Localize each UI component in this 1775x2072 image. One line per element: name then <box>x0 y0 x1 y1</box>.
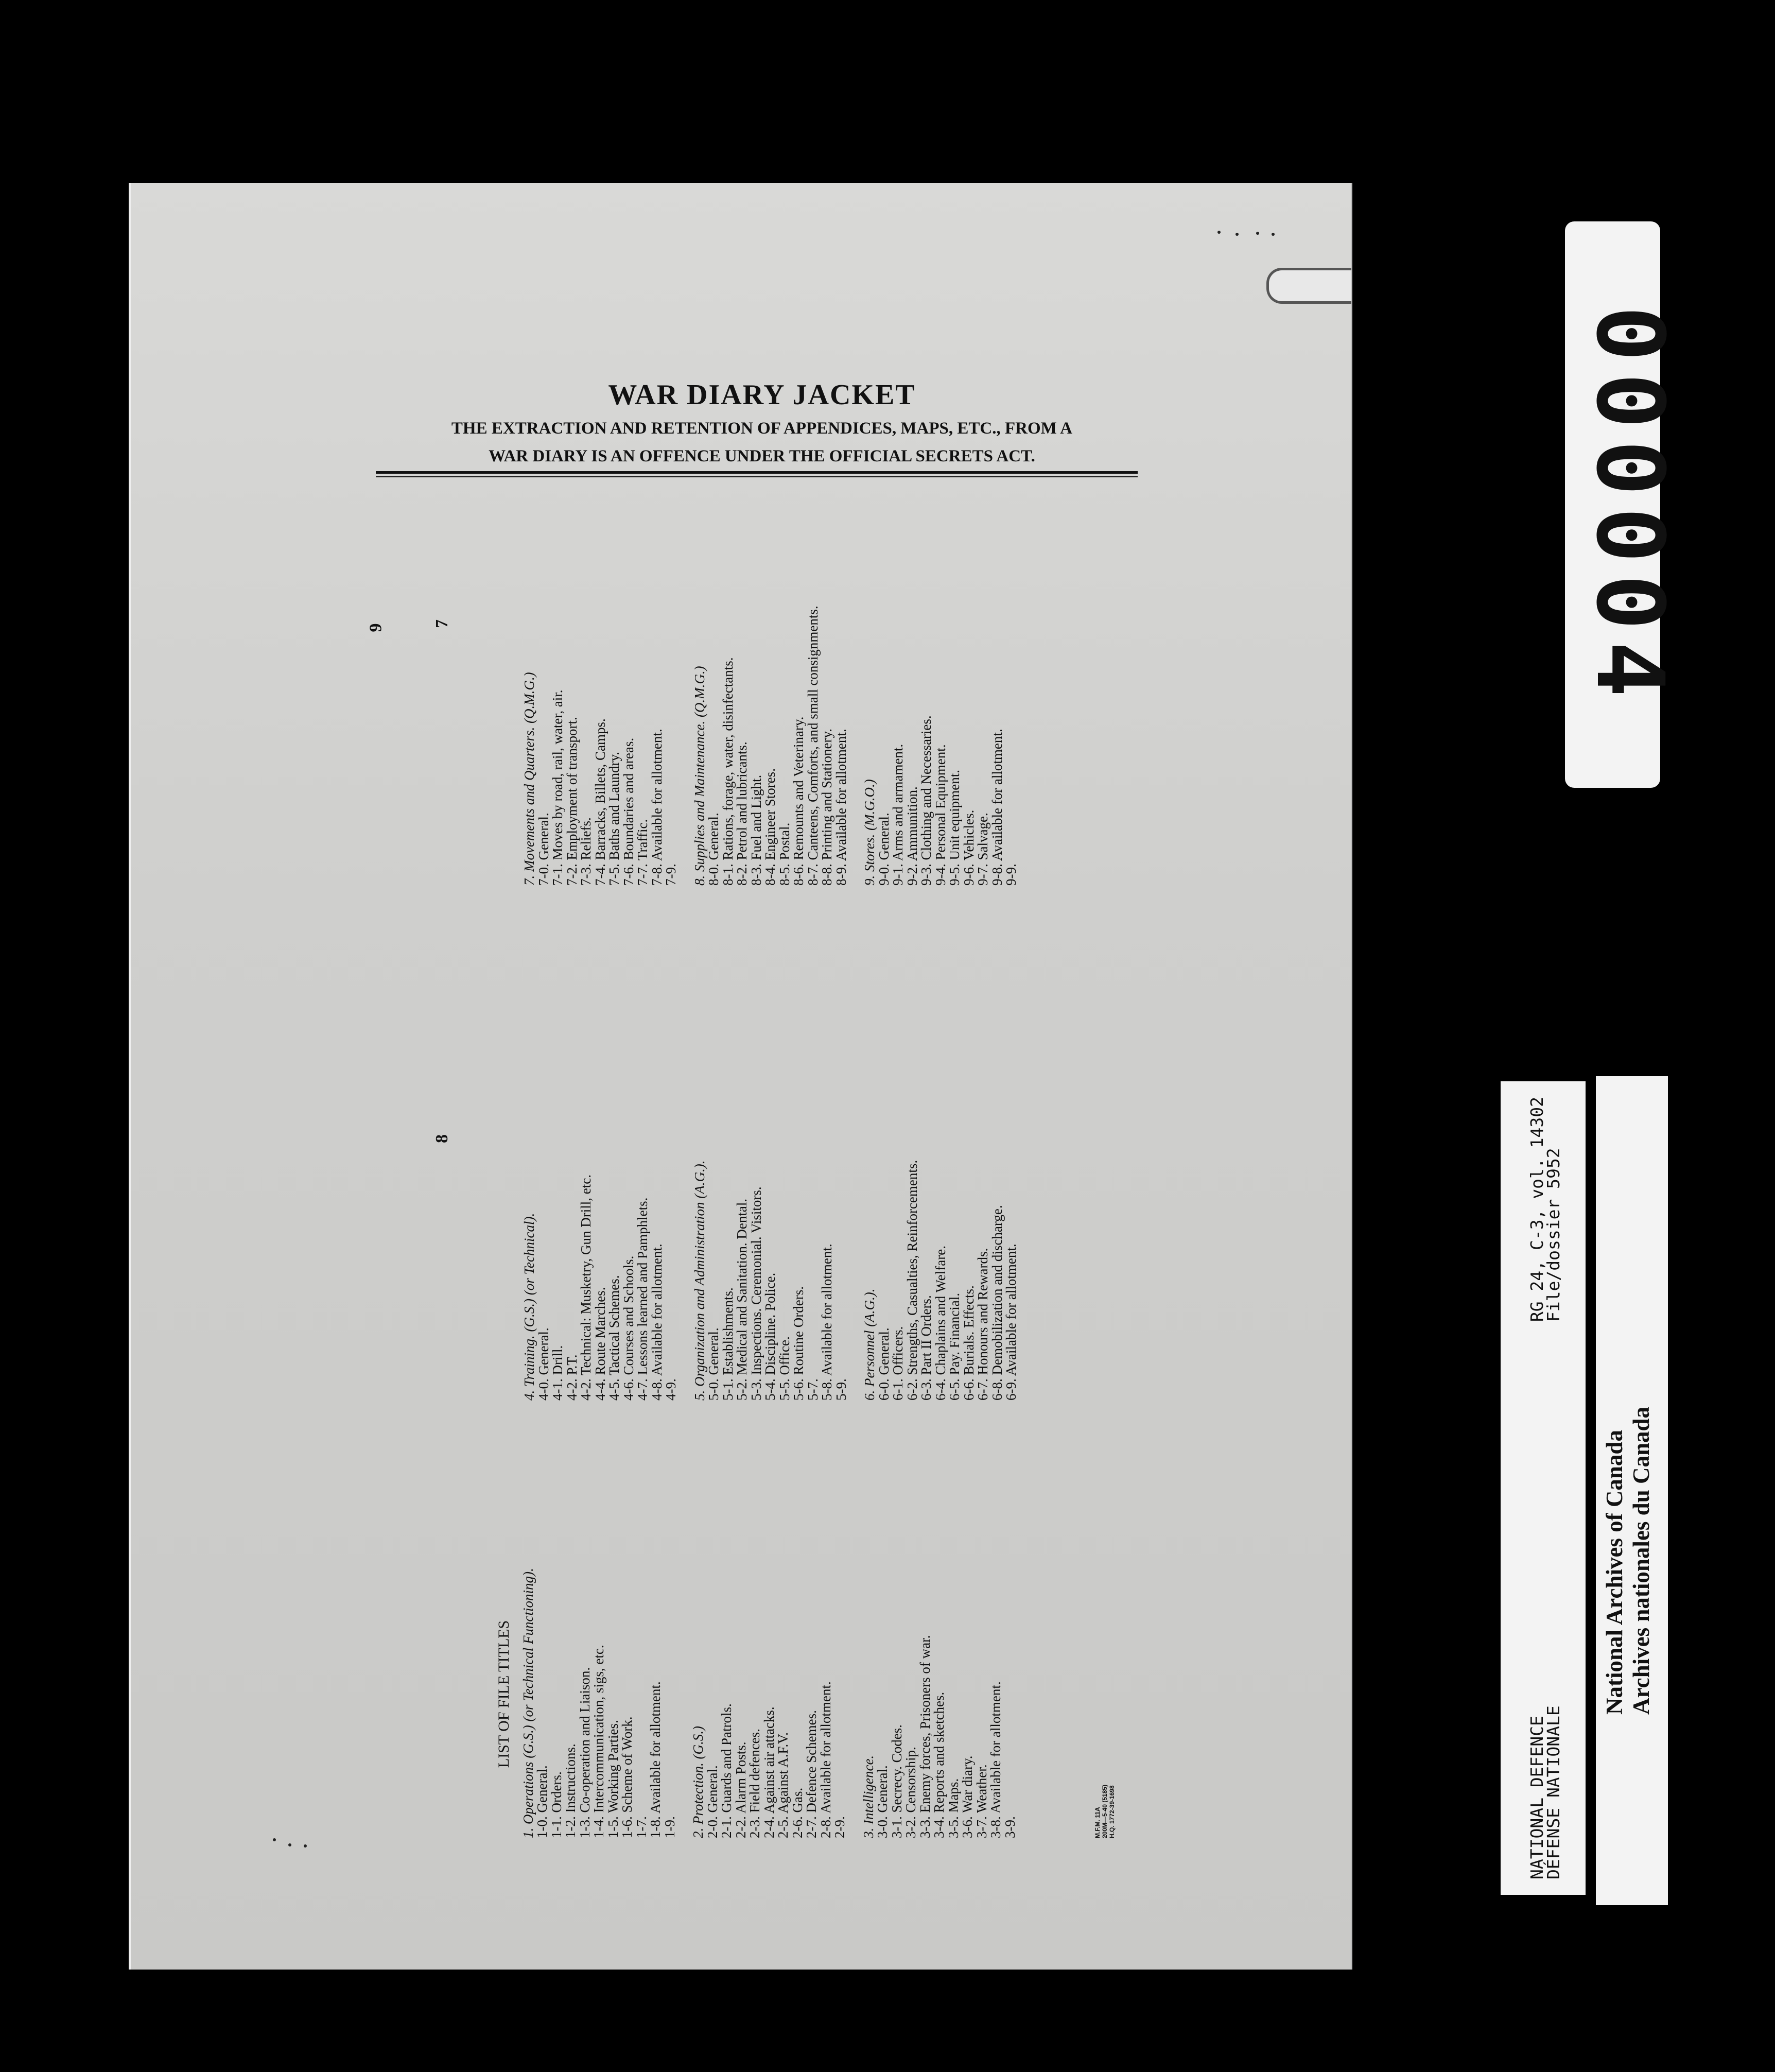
punch-mark <box>1256 232 1259 235</box>
list-item: 8-6. Remounts and Veterinary. <box>791 716 806 886</box>
list-item: 8-2. Petrol and lubricants. <box>734 741 750 886</box>
list-item: 1-8. Available for allotment. <box>648 1681 663 1838</box>
list-item: 9-2. Ammunition. <box>904 786 920 886</box>
section-heading: 2. Protection. (G.S.) <box>690 1726 706 1838</box>
list-item: 3-9. <box>1002 1816 1018 1838</box>
list-item: 6-4. Chaplains and Welfare. <box>932 1246 948 1401</box>
section-heading: 8. Supplies and Maintenance. (Q.M.G.) <box>691 666 707 886</box>
list-item: 1-7. <box>633 1816 649 1838</box>
list-item: 1-9. <box>662 1816 677 1838</box>
warning-line-1: THE EXTRACTION AND RETENTION OF APPENDICES, MAPS, ETC., FROM A <box>451 419 1073 438</box>
section-heading: 5. Organization and Administration (A.G.). <box>691 1160 707 1401</box>
file-titles-column-7 <box>495 1426 1116 1838</box>
list-item: 1-2. Instructions. <box>563 1743 578 1838</box>
list-item: 6-0. General. <box>876 1327 892 1401</box>
list-item: 2-0. General. <box>704 1765 720 1838</box>
paper-clip <box>1266 268 1351 304</box>
list-item: 4-7. Lessons learned and Pamphlets. <box>635 1197 650 1401</box>
list-item: 4-1. Drill. <box>550 1345 565 1401</box>
list-item: 8-3. Fuel and Light. <box>748 774 764 886</box>
column-number-8: 8 <box>432 1134 451 1143</box>
section-heading: 9. Stores. (M.G.O.) <box>862 779 877 886</box>
list-item: 9-0. General. <box>876 813 892 886</box>
column-number-7: 7 <box>432 619 451 628</box>
list-item: 8-0. General. <box>706 813 721 886</box>
jacket-header <box>360 378 1163 467</box>
list-item: 2-4. Against air attacks. <box>761 1706 777 1838</box>
list-item: 3-8. Available for allotment. <box>988 1681 1003 1838</box>
section-heading: 6. Personnel (A.G.). <box>862 1288 877 1401</box>
list-title: LIST OF FILE TITLES <box>495 1620 512 1768</box>
list-item: 5-8. Available for allotment. <box>819 1244 834 1401</box>
list-item: 9-8. Available for allotment. <box>989 729 1005 886</box>
list-item: 8-4. Engineer Stores. <box>762 768 778 886</box>
list-item: 7-5. Baths and Laundry. <box>606 752 622 886</box>
list-item: 5-7. <box>805 1378 821 1401</box>
list-item: 2-6. Gas. <box>789 1787 805 1838</box>
section-heading: 1. Operations (G.S.) (or Technical Functioning). <box>520 1568 536 1838</box>
reel-number: 000004 <box>1576 305 1683 709</box>
list-item: 6-3. Part II Orders. <box>918 1295 934 1401</box>
list-item: 5-3. Inspections. Ceremonial. Visitors. <box>748 1186 764 1401</box>
list-item: 3-0. General. <box>875 1765 890 1838</box>
list-item: 2-3. Field defences. <box>747 1729 762 1838</box>
punch-mark <box>273 1838 276 1841</box>
list-item: 8-7. Canteens, Comforts, and small consignments. <box>805 606 821 886</box>
list-item: 4-8. Available for allotment. <box>649 1244 665 1401</box>
archives-name-fr: Archives nationales du Canada <box>1628 1406 1654 1715</box>
list-item: 5-0. General. <box>706 1327 721 1401</box>
file-titles-column-8 <box>523 989 1019 1401</box>
list-item: 1-4. Intercommunication, sigs, etc. <box>591 1645 606 1838</box>
list-item: 2-8. Available for allotment. <box>817 1681 833 1838</box>
list-item: 6-2. Strengths, Casualties, Reinforcements. <box>904 1160 920 1401</box>
file-titles-column-9 <box>523 474 1019 886</box>
list-item: 7-4. Barracks, Billets, Camps. <box>592 718 608 886</box>
list-item: 6-1. Officers. <box>890 1326 906 1401</box>
reference-line-1: RG 24, C-3, vol. 14302 <box>1527 1097 1547 1322</box>
form-reference: M.F.M. 11A 200M—5-40 (5185) H.Q. 1772-39-1698 <box>1094 1784 1116 1838</box>
list-item: 2-9. <box>832 1816 847 1838</box>
list-item: 7-3. Reliefs. <box>578 817 594 886</box>
list-item: 7-1. Moves by road, rail, water, air. <box>550 689 565 886</box>
list-item: 3-1. Secrecy. Codes. <box>889 1724 904 1838</box>
list-item: 9-3. Clothing and Necessaries. <box>918 715 934 886</box>
list-item: 6-8. Demobilization and discharge. <box>989 1205 1005 1401</box>
list-item: 9-5. Unit equipment. <box>947 770 962 886</box>
list-item: 8-8. Printing and Stationery. <box>819 729 834 886</box>
list-item: 6-6. Burials. Effects. <box>961 1285 977 1401</box>
list-item: 9-7. Salvage. <box>975 813 990 886</box>
list-item: 5-9. <box>833 1378 849 1401</box>
list-item: 4-2. P.T. <box>564 1354 580 1401</box>
list-item: 5-5. Office. <box>776 1336 792 1401</box>
list-item: 5-4. Discipline. Police. <box>762 1272 778 1401</box>
list-item: 7-0. General. <box>535 813 551 886</box>
list-item: 2-5. Against A.F.V. <box>775 1732 791 1838</box>
list-item: 1-0. General. <box>534 1765 550 1838</box>
department-block <box>1529 1705 1591 1879</box>
list-item: 8-9. Available for allotment. <box>833 729 849 886</box>
list-item: 2-1. Guards and Patrols. <box>719 1703 734 1838</box>
list-item: 4-4. Route Marches. <box>592 1287 608 1401</box>
file-titles-block <box>432 551 1116 1838</box>
list-item: 8-1. Rations, forage, water, disinfectants. <box>720 657 736 886</box>
list-item: 1-3. Co-operation and Liaison. <box>577 1667 593 1838</box>
list-item: 7-6. Boundaries and areas. <box>620 737 636 886</box>
jacket-title: WAR DIARY JACKET <box>608 379 916 411</box>
list-item: 6-7. Honours and Rewards. <box>975 1248 990 1401</box>
reference-text <box>1529 1097 1591 1879</box>
section-heading: 4. Training. (G.S.) (or Technical). <box>521 1213 537 1401</box>
archives-name-en: National Archives of Canada <box>1602 1430 1627 1715</box>
list-item: 6-5. Pay. Financial. <box>947 1293 962 1401</box>
department-en: NATIONAL DEFENCE <box>1527 1716 1547 1879</box>
list-item: 6-9. Available for allotment. <box>1003 1244 1019 1401</box>
list-item: 3-5. Maps. <box>945 1778 961 1838</box>
list-item: 7-8. Available for allotment. <box>649 729 665 886</box>
list-item: 9-4. Personal Equipment. <box>932 744 948 886</box>
punch-mark <box>288 1843 291 1846</box>
list-item: 8-5. Postal. <box>776 822 792 886</box>
list-item: 7-7. Traffic. <box>635 819 650 886</box>
list-item: 5-6. Routine Orders. <box>791 1286 806 1401</box>
column-number-9: 9 <box>366 623 386 632</box>
list-item: 3-6. War diary. <box>960 1755 975 1838</box>
reference-block <box>1529 1097 1591 1322</box>
list-item: 4-6. Courses and Schools. <box>620 1255 636 1401</box>
list-item: 7-9. <box>663 864 678 886</box>
list-item: 2-7. Defence Schemes. <box>804 1710 819 1838</box>
list-item: 1-6. Scheme of Work. <box>619 1716 635 1838</box>
list-item: 2-2. Alarm Posts. <box>733 1741 749 1838</box>
punch-mark <box>304 1844 307 1847</box>
list-item: 1-5. Working Parties. <box>605 1720 621 1838</box>
list-item: 5-2. Medical and Sanitation. Dental. <box>734 1198 750 1401</box>
list-item: 4-2. Technical: Musketry, Gun Drill, etc. <box>578 1174 594 1401</box>
punch-mark <box>1235 233 1239 236</box>
reference-line-2: File/dossier 5952 <box>1543 1148 1563 1322</box>
warning-line-2: WAR DIARY IS AN OFFENCE UNDER THE OFFICIAL SECRETS ACT. <box>489 447 1035 465</box>
list-item: 4-9. <box>663 1378 678 1401</box>
archives-text <box>1601 1251 1668 1715</box>
punch-mark <box>1217 231 1221 234</box>
list-item: 4-5. Tactical Schemes. <box>606 1275 622 1401</box>
list-item: 5-1. Establishments. <box>720 1287 736 1401</box>
list-item: 3-7. Weather. <box>973 1764 989 1838</box>
list-item: 3-4. Reports and sketches. <box>931 1691 947 1838</box>
punch-mark <box>1272 233 1275 236</box>
list-item: 7-2. Employment of transport. <box>564 717 580 886</box>
list-item: 4-0. General. <box>535 1327 551 1401</box>
list-item: 9-6. Vehicles. <box>961 809 977 886</box>
list-item: 9-1. Arms and armament. <box>890 744 906 886</box>
department-fr: DÉFENSE NATIONALE <box>1543 1705 1563 1879</box>
list-item: 9-9. <box>1003 864 1019 886</box>
section-heading: 7. Movements and Quarters. (Q.M.G.) <box>521 672 537 886</box>
list-item: 3-3. Enemy forces, Prisoners of war. <box>917 1635 933 1838</box>
list-item: 1-1. Orders. <box>548 1771 564 1838</box>
list-item: 3-2. Censorship. <box>903 1747 918 1838</box>
section-heading: 3. Intelligence. <box>860 1755 876 1838</box>
